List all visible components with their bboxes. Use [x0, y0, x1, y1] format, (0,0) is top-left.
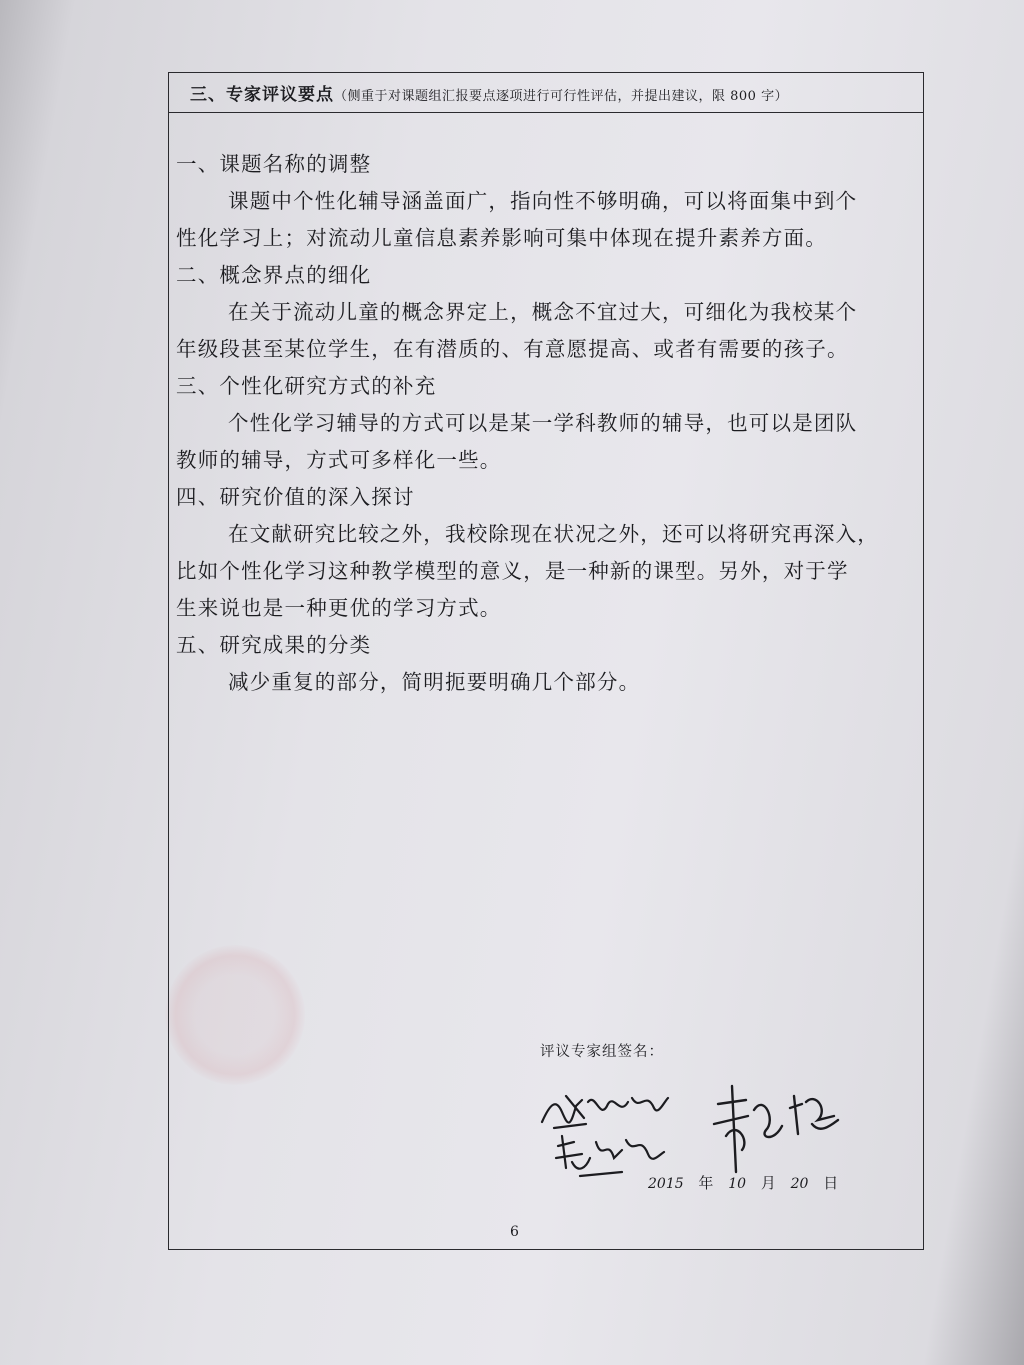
- text-line: 教师的辅导，方式可多样化一些。: [176, 448, 502, 472]
- text-line: 减少重复的部分，简明扼要明确几个部分。: [228, 670, 641, 694]
- date-year-unit: 年: [698, 1174, 714, 1192]
- date-day-unit: 日: [823, 1174, 839, 1192]
- text-line: 个性化学习辅导的方式可以是某一学科教师的辅导，也可以是团队: [228, 411, 858, 435]
- page-number: 6: [510, 1224, 519, 1240]
- text-line: 三、个性化研究方式的补充: [176, 374, 437, 398]
- review-body: [176, 146, 896, 701]
- handwritten-signature-3: [706, 1080, 846, 1180]
- date-day: 20: [790, 1176, 809, 1192]
- text-line: 年级段甚至某位学生，在有潜质的、有意愿提高、或者有需要的孩子。: [176, 337, 849, 361]
- text-line: 二、概念界点的细化: [176, 263, 372, 287]
- date-month-unit: 月: [760, 1174, 776, 1192]
- text-line: 在文献研究比较之外，我校除现在状况之外，还可以将研究再深入，: [228, 522, 879, 546]
- header-divider: [168, 112, 924, 113]
- section-title: 三、专家评议要点: [190, 85, 334, 105]
- text-line: 性化学习上；对流动儿童信息素养影响可集中体现在提升素养方面。: [176, 226, 827, 250]
- text-line: 一、课题名称的调整: [176, 152, 372, 176]
- text-line: 课题中个性化辅导涵盖面广，指向性不够明确，可以将面集中到个: [228, 189, 858, 213]
- text-line: 比如个性化学习这种教学模型的意义，是一种新的课型。另外，对于学: [176, 559, 849, 583]
- text-line: 五、研究成果的分类: [176, 633, 372, 657]
- section-note: （侧重于对课题组汇报要点逐项进行可行性评估，并提出建议，限 800 字）: [334, 89, 789, 104]
- text-line: 在关于流动儿童的概念界定上，概念不宜过大，可细化为我校某个: [228, 300, 858, 324]
- date-year: 2015: [648, 1176, 684, 1192]
- text-line: 四、研究价值的深入探讨: [176, 485, 415, 509]
- review-date: [648, 1172, 848, 1193]
- signature-label: 评议专家组签名：: [540, 1044, 664, 1060]
- text-line: 生来说也是一种更优的学习方式。: [176, 596, 502, 620]
- date-month: 10: [728, 1176, 747, 1192]
- section-heading: [190, 80, 788, 105]
